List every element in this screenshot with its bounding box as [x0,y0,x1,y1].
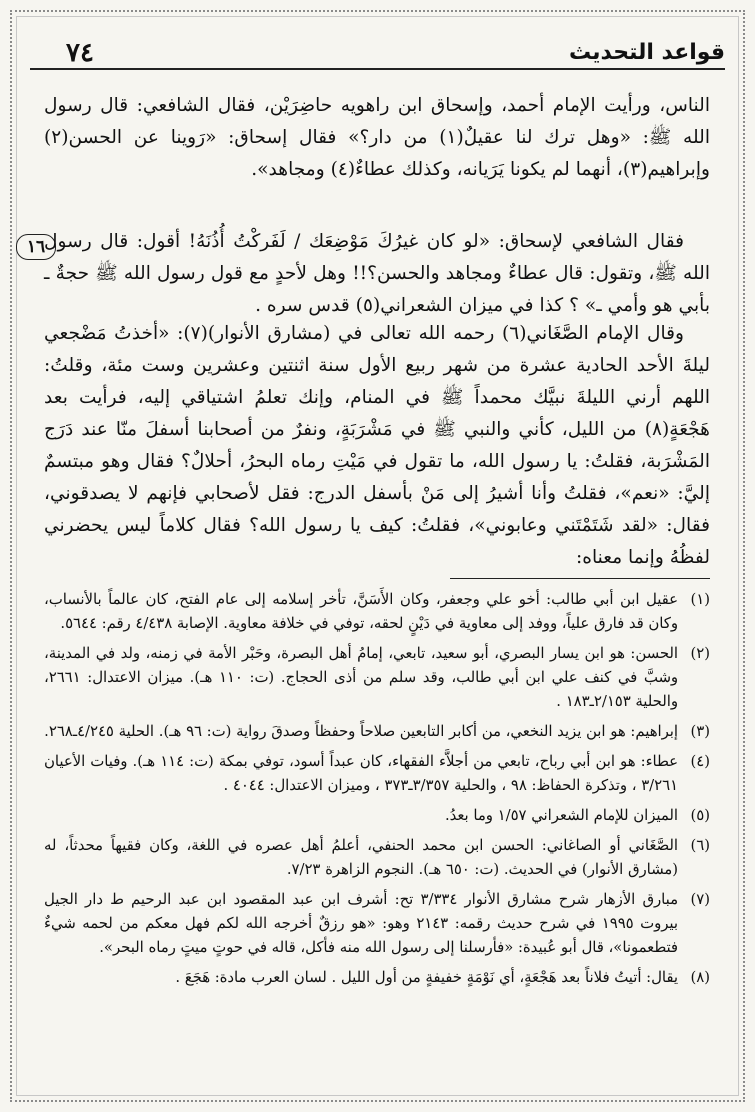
footnote [44,720,710,744]
footnote-text: الحسن: هو ابن يسار البصري، أبو سعيد، تابعي، إمامُ أهل البصرة، وحَبْر الأمة في زمنه، ولد في المدينة، وشبَّ في كنف علي ابن أبي طالب، وقد سلم من أذى الحجاج. (ت: ١١٠ هـ). ميزان الاعتدال: ٢٦٦١، والحلية ٢/١٥٣ـ١٨٣ . [44,645,678,710]
paragraph-2: فقال الشافعي لإسحاق: «لو كان غيرُكَ مَوْضِعَك / لَفَركْتُ أُذُنَهُ! أقول: قال رسول الله ﷺ، وتقول: قال عطاءٌ ومجاهد والحسن؟!! وهل لأحدٍ مع قول رسول الله ﷺ حجةٌ ـ بأبي هو وأمي ـ» ؟ كذا في ميزان الشعراني(٥) قدس سره . [44,231,710,316]
header-rule [30,68,725,70]
footnote-text: الصَّغَاني أو الصاغاني: الحسن ابن محمد الحنفي، أعلمُ أهل عصره في اللغة، وكان فقيهاً محدثاً، له (مشارق الأنوار) في الحديث. (ت: ٦٥٠ هـ). النجوم الزاهرة ٧/٢٣. [44,837,678,878]
paragraph-1: الناس، ورأيت الإمام أحمد، وإسحاق ابن راهويه حاضِرَيْن، فقال الشافعي: قال رسول الله ﷺ: «وهل ترك لنا عقيلٌ(١) من دار؟» فقال إسحاق: «رَوينا عن الحسن(٢) وإبراهيم(٣)، أنهما لم يكونا يَرَيانه، وكذلك عطاءٌ(٤) ومجاهد». [44,95,710,180]
footnote-text: عطاء: هو ابن أبي رباح، تابعي من أجلاَّء الفقهاء، كان عبداً أسود، توفي بمكة (ت: ١١٤ هـ). وفيات الأعيان ٣/٢٦١ ، وتذكرة الحفاظ: ٩٨ ، والحلية ٣/٣٥٧ـ٣٧٣ ، وميزان الاعتدال: ٤٠٤٤ . [44,753,678,794]
footnote [44,642,710,714]
footnote-number: (٨) [690,969,710,986]
footnotes [44,588,710,996]
footnote-text: مبارق الأزهار شرح مشارق الأنوار ٣/٣٣٤ تح: أشرف ابن عبد المقصود ابن عبد الرحيم ط دار الجيل بيروت ١٩٩٥ في شرح حديث رقمه: ٢١٤٣ وهو: «هو رزقٌ أخرجه الله لكم فهل معكم من لحمه شيءٌ فتطعمونا»، قال أبو عُبيدة: «فأرسلنا إلى رسول الله منه فأكل، قاله في حوتٍ ميتٍ رماه البحر». [44,891,679,956]
footnote-number: (١) [690,591,710,608]
footnote [44,966,710,990]
footnote-number: (٦) [690,837,710,854]
footnote-text: يقال: أتيتُ فلاناً بعد هَجْعَةٍ، أي نَوْمَةٍ خفيفةٍ من أول الليل . لسان العرب مادة: هَجَعَ . [175,969,678,986]
footnote [44,588,710,636]
paragraph-3: وقال الإمام الصَّغَاني(٦) رحمه الله تعالى في (مشارق الأنوار)(٧): «أخذتُ مَضْجعي ليلةَ الأحد الحادية عشرة من شهر ربيع الأول سنة اثنتين وعشرين وست مئة، وقلتُ: اللهم أرني الليلةَ نبيَّك محمداً ﷺ في المنام، وإنك تعلمُ اشتياقي إليه، فرأيت بعد هَجْعَةٍ(٨) من الليل، كأني والنبي ﷺ في مَشْرَبَةٍ، ونفرٌ من أصحابنا أسفلَ منّا عند دَرَج المَشْرَبة، فقلتُ: يا رسول الله، ما تقول في مَيْتِ رماه البحرُ، أحلالٌ؟ فقال وهو مبتسمٌ إليَّ: «نعم»، فقلتُ وأنا أشيرُ إلى مَنْ بأسفل الدرج: فقل لأصحابي فإنهم لا يصدقوني، فقال: «لقد شَتَمْتَني وعابوني»، فقلتُ: كيف يا رسول الله؟ فقال كلاماً ليس يحضرني لفظُهُ وإنما معناه: [44,323,710,568]
running-title: قواعد التحديث [568,40,725,65]
footnote [44,834,710,882]
footnote-text: الميزان للإمام الشعراني ١/٥٧ وما بعدُ. [444,807,678,824]
footnote-number: (٢) [690,645,710,662]
footnote-text: عقيل ابن أبي طالب: أخو علي وجعفر، وكان الأَسَنَّ، تأخر إسلامه إلى عام الفتح، كان عالماً بالأنساب، وكان قد فارق علياً، ووفد إلى معاوية في دَيْنٍ لحقه، توفي في خلافة معاوية. الإصابة ٤/٤٣٨ رقم: ٥٦٤٤. [44,591,678,632]
footnote-text: إبراهيم: هو ابن يزيد النخعي، من أكابر التابعين صلاحاً وحفظاً وصدقَ رواية (ت: ٩٦ هـ). الحلية ٤/٢٤٥ـ٢٦٨. [44,723,678,740]
margin-page-marker: ١٦ [16,234,56,260]
footnote [44,804,710,828]
footnote-number: (٥) [690,807,710,824]
footnote [44,888,710,960]
page-header [30,36,725,70]
page-number: ٧٤ [66,38,94,68]
footnote-number: (٤) [690,753,710,770]
footnote-number: (٧) [690,891,710,908]
footnote-separator [450,578,710,579]
footnote-number: (٣) [690,723,710,740]
footnote [44,750,710,798]
